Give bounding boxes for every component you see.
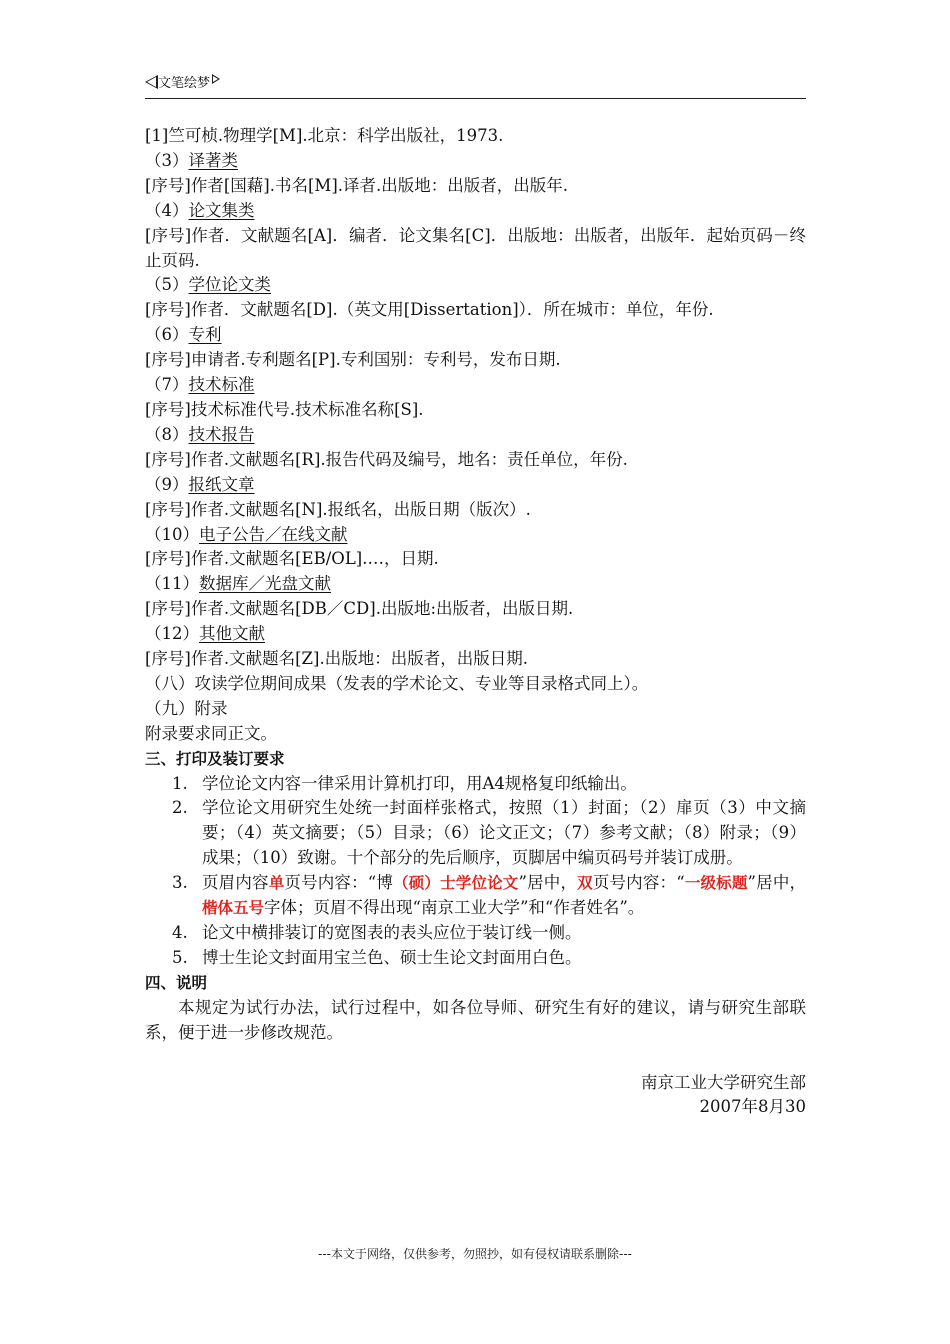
category-label: 电子公告／在线文献 (199, 524, 348, 544)
requirement-text: 页号内容：“ (592, 873, 685, 893)
requirement-number: 5. (172, 947, 188, 967)
category-heading (145, 149, 806, 174)
page-header (145, 72, 806, 99)
format-line: [序号]技术标准代号.技术标准名称[S]. (145, 399, 424, 419)
category-label: 技术标准 (188, 375, 255, 395)
category-heading (145, 199, 806, 224)
page-footer: ---本文于网络，仅供参考，勿照抄，如有侵权请联系删除--- (318, 1247, 632, 1261)
left-triangle-icon (145, 75, 158, 89)
requirement-item (145, 921, 806, 946)
requirement-text: 字体；页眉不得出现“南京工业大学”和“作者姓名”。 (264, 898, 645, 918)
format-line: [序号]作者[国藉].书名[M].译者.出版地：出版者，出版年. (145, 175, 568, 195)
category-heading (145, 572, 806, 597)
category-heading (145, 622, 806, 647)
category-label: 其他文献 (199, 624, 265, 644)
requirement-text: 学位论文内容一律采用计算机打印，用A4规格复印纸输出。 (202, 773, 637, 793)
format-line: （九）附录 (145, 698, 228, 718)
category-label: 数据库／光盘文献 (199, 574, 331, 594)
document-body (145, 124, 806, 1120)
format-line: [序号]作者．文献题名[D].（英文用[Dissertation]）．所在城市：单位，年份. (145, 300, 714, 320)
category-number: （3） (145, 150, 189, 170)
category-label: 译著类 (188, 150, 238, 170)
header-title: 文笔绘梦 (158, 76, 211, 91)
requirement-text: 论文中横排装订的宽图表的表头应位于装订线一侧。 (202, 923, 582, 942)
requirement-item (145, 796, 806, 871)
requirement-item (145, 946, 806, 971)
category-heading (145, 323, 806, 348)
requirement-number: 4. (172, 923, 188, 942)
highlighted-text: 一级标题 (684, 874, 748, 893)
format-line: [序号]作者.文献题名[DB／CD].出版地:出版者，出版日期. (145, 599, 574, 619)
section-3-title: 三、打印及装订要求 (145, 749, 285, 768)
category-number: （12） (145, 624, 199, 644)
requirement-item (145, 871, 806, 921)
format-line: [序号]申请者.专利题名[P].专利国别：专利号，发布日期. (145, 350, 561, 370)
signature-org: 南京工业大学研究生部 (641, 1072, 806, 1092)
format-line: [序号]作者.文献题名[Z].出版地：出版者，出版日期. (145, 649, 528, 669)
format-line: [1]竺可桢.物理学[M].北京：科学出版社，1973. (145, 126, 504, 145)
signature-date: 2007年8月30 (699, 1097, 806, 1117)
requirement-number: 3. (172, 873, 188, 893)
requirement-text: ”居中， (747, 873, 807, 893)
format-line: （八）攻读学位期间成果（发表的学术论文、专业等目录格式同上）。 (145, 673, 649, 693)
highlighted-text: 楷体五号 (202, 899, 265, 918)
reference-format-list (145, 124, 806, 747)
category-number: （8） (145, 424, 189, 444)
category-number: （10） (145, 524, 199, 544)
category-number: （6） (145, 325, 189, 345)
requirement-text: 学位论文用研究生处统一封面样张格式，按照（1）封面；（2）扉页（3）中文摘要；（4）英文摘要；（5）目录；（6）论文正文；（7）参考文献；（8）附录；（9）成果；（10）致谢。十个部分的先后顺序，页脚居中编页码号并装订成册。 (202, 798, 806, 868)
section-4-title: 四、说明 (145, 973, 208, 992)
category-heading (145, 523, 806, 548)
requirement-item (145, 772, 806, 797)
category-number: （9） (145, 474, 189, 494)
requirement-text: 页号内容：“博 (284, 873, 394, 893)
category-label: 技术报告 (188, 424, 255, 444)
requirement-number: 1. (172, 773, 188, 793)
requirement-text: 博士生论文封面用宝兰色、硕士生论文封面用白色。 (202, 947, 582, 967)
category-heading (145, 373, 806, 398)
category-number: （5） (145, 275, 189, 295)
format-line: [序号]作者.文献题名[N].报纸名，出版日期（版次）. (145, 499, 531, 519)
category-label: 学位论文类 (188, 275, 271, 295)
category-heading (145, 273, 806, 298)
highlighted-text: （硕）士学位论文 (393, 874, 519, 893)
format-line: [序号]作者．文献题名[A]．编者．论文集名[C]．出版地：出版者，出版年．起始页码－终止页码. (145, 225, 806, 270)
requirement-text: 页眉内容 (202, 873, 269, 893)
requirement-number: 2. (172, 798, 188, 818)
category-label: 论文集类 (188, 200, 255, 220)
format-line: [序号]作者.文献题名[R].报告代码及编号，地名：责任单位，年份. (145, 449, 628, 469)
right-triangle-icon (212, 74, 220, 84)
category-number: （7） (145, 375, 189, 395)
category-number: （4） (145, 200, 189, 220)
format-line: [序号]作者.文献题名[EB/OL].…，日期. (145, 549, 439, 569)
section-4-body: 本规定为试行办法，试行过程中，如各位导师、研究生有好的建议，请与研究生部联系，便于进一步修改规范。 (145, 997, 806, 1042)
category-label: 专利 (188, 325, 222, 345)
category-label: 报纸文章 (188, 474, 255, 494)
category-heading (145, 423, 806, 448)
category-number: （11） (145, 574, 199, 594)
category-heading (145, 473, 806, 498)
print-binding-requirements (145, 772, 806, 971)
highlighted-text: 双 (577, 874, 593, 893)
highlighted-text: 单 (268, 874, 285, 893)
format-line: 附录要求同正文。 (145, 723, 277, 743)
requirement-text: ”居中， (518, 873, 578, 893)
